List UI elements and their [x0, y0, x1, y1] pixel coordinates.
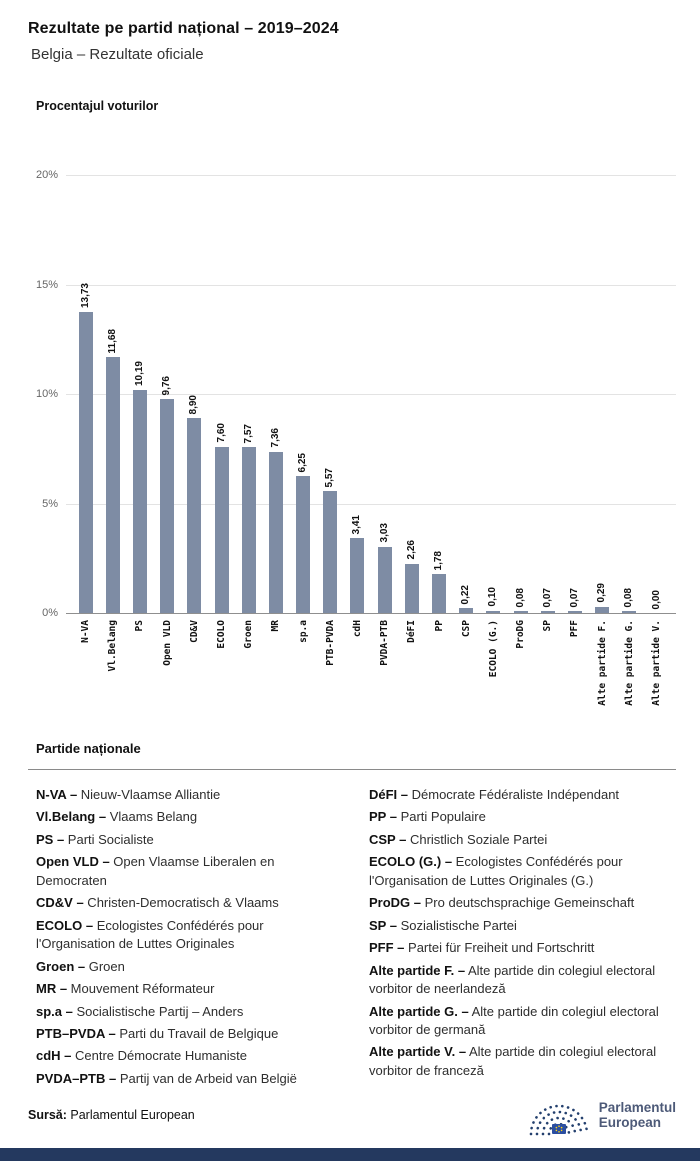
party-abbr: Alte partide V. – — [369, 1044, 467, 1060]
party-abbr: CD&V – — [36, 895, 84, 911]
source-value: Parlamentul European — [66, 1108, 195, 1123]
footer — [0, 1092, 700, 1148]
party-abbr: ECOLO (G.) – — [369, 854, 453, 870]
legend-item: DéFI – Démocrate Fédéraliste Indépendant — [369, 787, 620, 802]
bar — [378, 547, 392, 613]
source-note — [28, 1108, 195, 1122]
y-tick-10: 10% — [35, 388, 58, 400]
x-slot — [154, 613, 181, 666]
plot-area — [66, 175, 676, 613]
legend-item: N-VA – Nieuw-Vlaamse Alliantie — [36, 787, 221, 802]
x-slot — [643, 613, 670, 706]
x-slot — [181, 613, 208, 643]
bar-slot — [208, 175, 235, 613]
bar — [568, 611, 582, 613]
legend-item: SP – Sozialistische Partei — [369, 917, 517, 933]
x-slot — [290, 613, 317, 643]
bar-value-label: 5,57 — [324, 467, 336, 488]
party-abbr: Alte partide F. – — [369, 962, 466, 978]
legend-item: sp.a – Socialistische Partij – Anders — [36, 1003, 244, 1019]
y-tick-0: 0% — [42, 607, 58, 619]
bar-chart — [28, 169, 676, 619]
chart-title: Procentajul voturilor — [36, 99, 159, 113]
party-abbr: Vl.Belang – — [36, 809, 107, 825]
bar — [405, 564, 419, 613]
x-axis-label: CD&V — [188, 620, 200, 643]
bar — [133, 390, 147, 613]
legend-item: MR – Mouvement Réformateur — [36, 981, 215, 997]
x-axis-label: Alte partide G. — [623, 620, 635, 706]
x-slot — [317, 613, 344, 666]
bar-slot — [262, 175, 289, 613]
bar-slot — [507, 175, 534, 613]
bar-value-label: 1,78 — [433, 550, 445, 571]
bar — [432, 574, 446, 613]
bar-value-label: 0,00 — [650, 589, 662, 609]
x-axis-label: DéFI — [406, 620, 418, 643]
bar-slot — [643, 175, 670, 613]
bar-slot — [561, 175, 588, 613]
party-abbr: sp.a – — [36, 1003, 73, 1019]
bar-slot — [99, 175, 126, 613]
x-axis-label: Vl.Belang — [107, 620, 119, 672]
legend-item: PFF – Partei für Freiheit und Fortschritt — [369, 940, 595, 956]
bar-value-label: 3,03 — [378, 523, 390, 543]
party-abbr: Open VLD – — [36, 854, 110, 870]
ep-logo-line2: European — [598, 1115, 661, 1131]
bar — [595, 607, 609, 613]
bar-slot — [453, 175, 480, 613]
bar — [187, 418, 201, 613]
y-tick-15: 15% — [35, 278, 58, 291]
x-axis-label: N-VA — [80, 620, 92, 643]
legend-item: Open VLD – Open Vlaamse Liberalen en Democraten — [36, 854, 275, 888]
legend-item: Alte partide G. – Alte partide din colegiul electoral vorbitor de germană — [369, 1003, 659, 1037]
legend-item: ECOLO (G.) – Ecologistes Confédérés pour l'Organisation de Luttes Originales (G.) — [369, 854, 623, 888]
x-slot — [126, 613, 153, 631]
source-label: Sursă: — [28, 1108, 67, 1123]
x-slot — [235, 613, 262, 649]
x-axis-baseline — [66, 613, 676, 614]
x-axis-label: SP — [542, 620, 554, 632]
legend-divider — [28, 769, 676, 770]
bar — [514, 611, 528, 613]
bar-value-label: 0,07 — [541, 588, 553, 608]
bar-slot — [425, 175, 452, 613]
bar-slot — [371, 175, 398, 613]
legend-item: Groen – Groen — [36, 958, 125, 974]
x-axis-label: CSP — [460, 620, 472, 638]
x-axis-label: ProDG — [515, 620, 527, 649]
x-axis-label: PFF — [569, 620, 581, 638]
party-abbr: PTB–PVDA – — [36, 1025, 116, 1041]
bar-slot — [154, 175, 181, 613]
bar-value-label: 0,08 — [623, 587, 635, 608]
bar-value-label: 2,26 — [405, 540, 417, 560]
y-tick-5: 5% — [42, 497, 58, 510]
bar-value-label: 0,29 — [596, 583, 608, 603]
bar-value-label: 3,41 — [351, 514, 363, 535]
party-abbr: CSP – — [369, 831, 407, 847]
x-axis-label: PTB-PVDA — [324, 620, 336, 666]
bar — [350, 538, 364, 613]
party-abbr: MR – — [36, 981, 68, 997]
x-slot — [480, 613, 507, 677]
x-axis-label: Open VLD — [161, 620, 173, 666]
bar — [215, 447, 229, 613]
page-subtitle: Belgia – Rezultate oficiale — [31, 46, 204, 63]
legend-section — [28, 741, 676, 1092]
party-abbr: N-VA – — [36, 787, 78, 802]
bar-slot — [126, 175, 153, 613]
bar-value-label: 0,08 — [514, 587, 526, 608]
ep-logo — [528, 1092, 676, 1138]
bottom-brand-bar — [0, 1148, 700, 1161]
party-abbr: ProDG – — [369, 895, 422, 911]
bar — [459, 608, 473, 613]
x-axis-label: Groen — [243, 620, 255, 649]
x-slot — [344, 613, 371, 637]
page-title: Rezultate pe partid național – 2019–2024 — [28, 20, 339, 37]
legend-item: Vl.Belang – Vlaams Belang — [36, 809, 198, 825]
x-axis-spacer — [28, 613, 66, 725]
ep-logo-text — [599, 1100, 676, 1131]
x-axis-label: cdH — [351, 620, 363, 638]
bar-value-label: 7,60 — [215, 423, 227, 443]
x-axis-label: PVDA-PTB — [379, 620, 391, 666]
bar-slot — [344, 175, 371, 613]
party-abbr: Groen – — [36, 958, 86, 974]
x-slot — [72, 613, 99, 643]
legend-item: cdH – Centre Démocrate Humaniste — [36, 1048, 247, 1064]
y-axis — [28, 169, 66, 619]
bar — [486, 611, 500, 613]
y-tick-20: 20% — [35, 169, 58, 181]
bar-value-label: 13,73 — [79, 283, 91, 309]
party-abbr: PP – — [369, 809, 397, 825]
x-axis-label: Alte partide V. — [651, 620, 663, 706]
bar-slot — [72, 175, 99, 613]
x-slot — [616, 613, 643, 706]
legend-grid — [36, 786, 676, 1092]
x-axis-label: MR — [270, 620, 282, 632]
bar — [242, 447, 256, 613]
party-abbr: Alte partide G. – — [369, 1003, 469, 1019]
x-slot — [453, 613, 480, 637]
legend-item: PVDA–PTB – Partij van de Arbeid van België — [36, 1070, 297, 1086]
x-slot — [398, 613, 425, 643]
legend-column-right — [369, 786, 676, 1092]
legend-column-left — [36, 786, 343, 1092]
legend-item: CD&V – Christen-Democratisch & Vlaams — [36, 895, 279, 911]
x-slot — [507, 613, 534, 649]
party-abbr: ECOLO – — [36, 917, 94, 933]
bar-value-label: 0,07 — [568, 588, 580, 608]
x-axis-wrap — [28, 613, 676, 725]
x-slot — [534, 613, 561, 631]
party-abbr: PVDA–PTB – — [36, 1070, 117, 1086]
bar-value-label: 0,10 — [487, 587, 499, 607]
bar — [622, 611, 636, 613]
legend-item: PP – Parti Populaire — [369, 809, 486, 825]
party-abbr: SP – — [369, 917, 397, 933]
bar-value-label: 7,57 — [242, 423, 254, 444]
ep-hemicycle-icon — [528, 1092, 590, 1138]
bar — [106, 357, 120, 613]
party-abbr: DéFI – — [369, 787, 409, 802]
bar-slot — [317, 175, 344, 613]
legend-item: Alte partide V. – Alte partide din colegiul electoral vorbitor de franceză — [369, 1044, 657, 1078]
x-axis-label: Alte partide F. — [596, 620, 608, 706]
bar-slot — [534, 175, 561, 613]
bar-value-label: 6,25 — [297, 452, 309, 473]
bar-slot — [290, 175, 317, 613]
bar — [160, 399, 174, 613]
x-axis-labels — [66, 613, 676, 725]
bar-slot — [589, 175, 616, 613]
legend-title: Partide naționale — [36, 741, 141, 756]
legend-item: CSP – Christlich Soziale Partei — [369, 831, 548, 847]
bar-value-label: 9,76 — [161, 375, 173, 396]
party-abbr: PS – — [36, 831, 65, 847]
x-slot — [262, 613, 289, 631]
bar — [323, 491, 337, 613]
bar-slot — [181, 175, 208, 613]
legend-item: PS – Parti Socialiste — [36, 831, 154, 847]
bar-value-label: 8,90 — [188, 394, 200, 415]
x-slot — [561, 613, 588, 637]
x-slot — [99, 613, 126, 671]
bar-slot — [480, 175, 507, 613]
legend-item: ProDG – Pro deutschsprachige Gemeinschaft — [369, 895, 635, 911]
legend-item: Alte partide F. – Alte partide din colegiul electoral vorbitor de neerlandeză — [369, 962, 656, 997]
bar — [79, 312, 93, 613]
bar-value-label: 11,68 — [106, 328, 118, 354]
x-axis-label: ECOLO — [216, 620, 228, 649]
bar-value-label: 7,36 — [269, 428, 281, 448]
bar-value-label: 10,19 — [133, 360, 145, 386]
bar — [296, 476, 310, 613]
x-axis-label: PS — [134, 620, 146, 632]
bar-slot — [398, 175, 425, 613]
bar-value-label: 0,22 — [460, 584, 472, 605]
party-abbr: PFF – — [369, 940, 405, 956]
x-slot — [208, 613, 235, 649]
bar — [269, 452, 283, 613]
bar-slot — [235, 175, 262, 613]
ep-logo-line1: Parlamentul — [598, 1099, 676, 1115]
bar — [541, 611, 555, 613]
x-axis-label: ECOLO (G.) — [487, 620, 499, 678]
party-abbr: cdH – — [36, 1048, 72, 1064]
x-slot — [425, 613, 452, 631]
x-slot — [589, 613, 616, 706]
legend-item: ECOLO – Ecologistes Confédérés pour l'Organisation de Luttes Originales — [36, 917, 264, 952]
bar-slot — [616, 175, 643, 613]
x-slot — [371, 613, 398, 666]
x-axis-label: PP — [433, 620, 445, 632]
legend-item: PTB–PVDA – Parti du Travail de Belgique — [36, 1025, 279, 1041]
x-axis-label: sp.a — [297, 620, 309, 643]
